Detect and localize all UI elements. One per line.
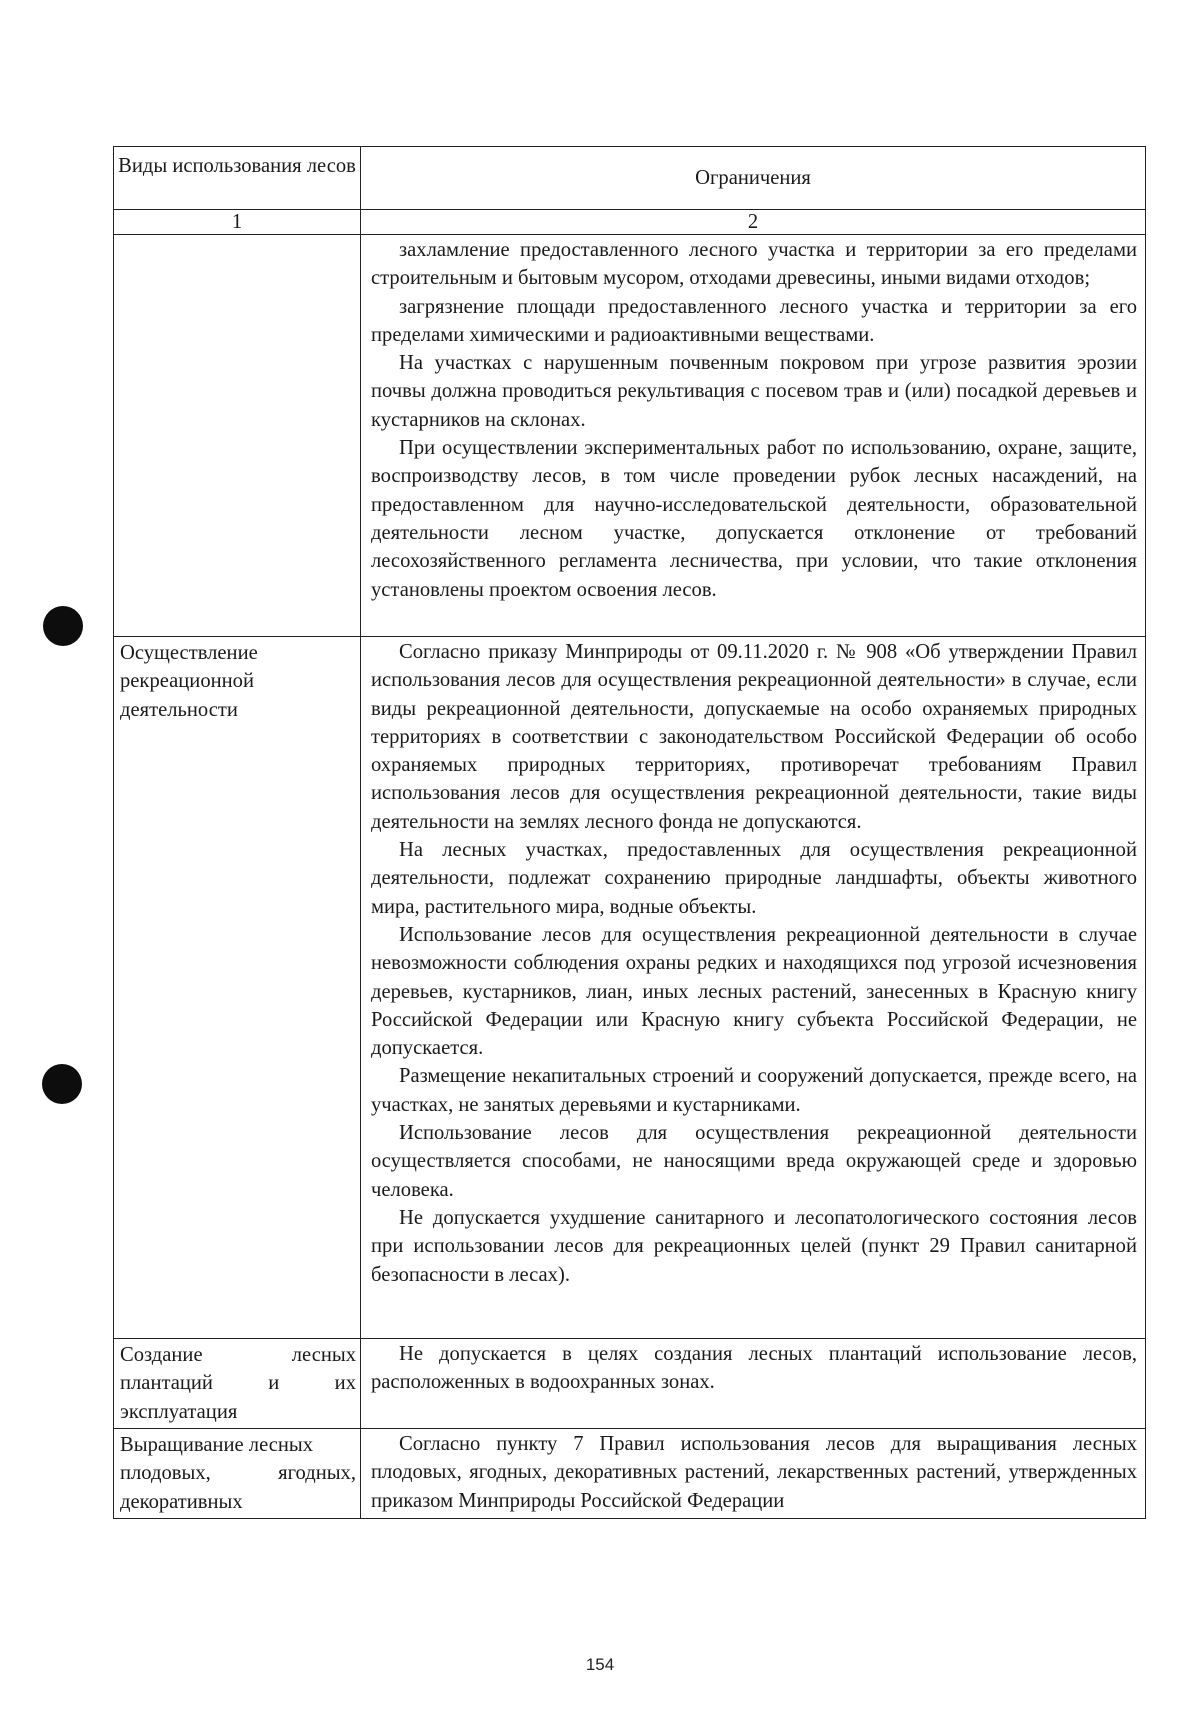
restrictions-cell: [361, 1429, 1146, 1519]
word: плантаций: [120, 1372, 213, 1395]
table-row: [114, 637, 1146, 1339]
restriction-paragraph: Согласно пункту 7 Правил использования лесов для выращивания лесных плодовых, ягодных, декоративных растений, лекарственных растений, утвержденных приказом Минприроды Российской Федерации: [371, 1433, 1137, 1512]
hole-punch-mark: [43, 606, 83, 646]
restrictions-cell: [361, 1339, 1146, 1429]
restriction-paragraph: На участках с нарушенным почвенным покровом при угрозе развития эрозии почвы должна проводиться рекультивация с посевом трав и (или) посадкой деревьев и кустарников на склонах.: [371, 352, 1137, 431]
restriction-paragraph: Размещение некапитальных строений и сооружений допускается, прежде всего, на участках, не занятых деревьями и кустарниками.: [371, 1065, 1137, 1116]
word: лесных: [291, 1344, 356, 1366]
forest-use-type-line: деятельности: [120, 698, 238, 721]
forest-use-type-cell: [114, 235, 361, 637]
forest-use-type-line: [120, 1459, 356, 1487]
forest-use-type-line: эксплуатация: [120, 1400, 238, 1423]
column-number-row: [114, 210, 1146, 235]
restriction-paragraph: Согласно приказу Минприроды от 09.11.2020 г. № 908 «Об утверждении Правил использования лесов для осуществления рекреационной деятельности» в случае, если виды рекреационной деятельности, допускаемые на особо охраняемых природных территориях в соответствии с законодательством Российской Федерации об особо охраняемых природных территориях, противоречат требованиям Правил использования лесов для осуществления рекреационной деятельности, такие виды деятельности на землях лесного фонда не допускаются.: [371, 641, 1137, 833]
forest-use-type-line: [120, 1369, 356, 1397]
word: плодовых,: [120, 1462, 211, 1485]
forest-use-type-cell: [114, 1339, 361, 1429]
restriction-paragraph: Не допускается в целях создания лесных плантаций использование лесов, расположенных в водоохранных зонах.: [371, 1343, 1137, 1394]
header-forest-use-types: Виды использования лесов: [114, 147, 361, 210]
hole-punch-mark: [42, 1064, 82, 1104]
column-number-1: 1: [114, 210, 361, 235]
restriction-paragraph: При осуществлении экспериментальных работ по использованию, охране, защите, воспроизводству лесов, в том числе проведении рубок лесных насаждений, на предоставленном для научно-исследовательской деятельности, образовательной деятельности лесном участке, допускается отклонение от требований лесохозяйственного регламента лесничества, при условии, что такие отклонения установлены проектом освоения лесов.: [371, 437, 1137, 601]
word: ягодных,: [278, 1462, 356, 1485]
restriction-paragraph: На лесных участках, предоставленных для осуществления рекреационной деятельности, подлежат сохранению природные ландшафты, объекты животного мира, растительного мира, водные объекты.: [371, 839, 1137, 918]
restrictions-cell: [361, 637, 1146, 1339]
restriction-paragraph: захламление предоставленного лесного участка и территории за его пределами строительным и бытовым мусором, отходами древесины, иными видами отходов;: [371, 239, 1137, 290]
forest-use-type-cell: [114, 1429, 361, 1519]
restriction-paragraph: загрязнение площади предоставленного лесного участка и территории за его пределами химическими и радиоактивными веществами.: [371, 295, 1137, 346]
page-number: 154: [585, 1655, 615, 1674]
restriction-paragraph: Использование лесов для осуществления рекреационной деятельности в случае невозможности соблюдения охраны редких и находящихся под угрозой исчезновения деревьев, кустарников, лиан, иных лесных растений, занесенных в Красную книгу Российской Федерации или Красную книгу субъекта Российской Федерации, не допускается.: [371, 923, 1137, 1060]
table-row: [114, 1429, 1146, 1519]
forest-use-type-cell: [114, 637, 361, 1339]
header-restrictions: Ограничения: [361, 147, 1146, 210]
forest-use-type-line: Осуществление: [120, 642, 258, 664]
word: их: [334, 1372, 356, 1395]
restrictions-cell: [361, 235, 1146, 637]
forest-use-type-line: [120, 1341, 356, 1369]
forest-use-type-line: декоративных: [120, 1490, 243, 1513]
column-number-2: 2: [361, 210, 1146, 235]
forest-use-type-line: Выращивание лесных: [120, 1434, 314, 1456]
forest-use-restrictions-table: [113, 146, 1146, 1519]
table-header-row: [114, 147, 1146, 210]
table-row: [114, 1339, 1146, 1429]
word: Создание: [120, 1344, 203, 1366]
word: и: [268, 1372, 280, 1395]
forest-use-type-line: рекреационной: [120, 670, 254, 693]
table-row: [114, 235, 1146, 637]
restriction-paragraph: Использование лесов для осуществления рекреационной деятельности осуществляется способами, не наносящими вреда окружающей среде и здоровью человека.: [371, 1122, 1137, 1201]
restriction-paragraph: Не допускается ухудшение санитарного и лесопатологического состояния лесов при использовании лесов для рекреационных целей (пункт 29 Правил санитарной безопасности в лесах).: [371, 1206, 1137, 1286]
